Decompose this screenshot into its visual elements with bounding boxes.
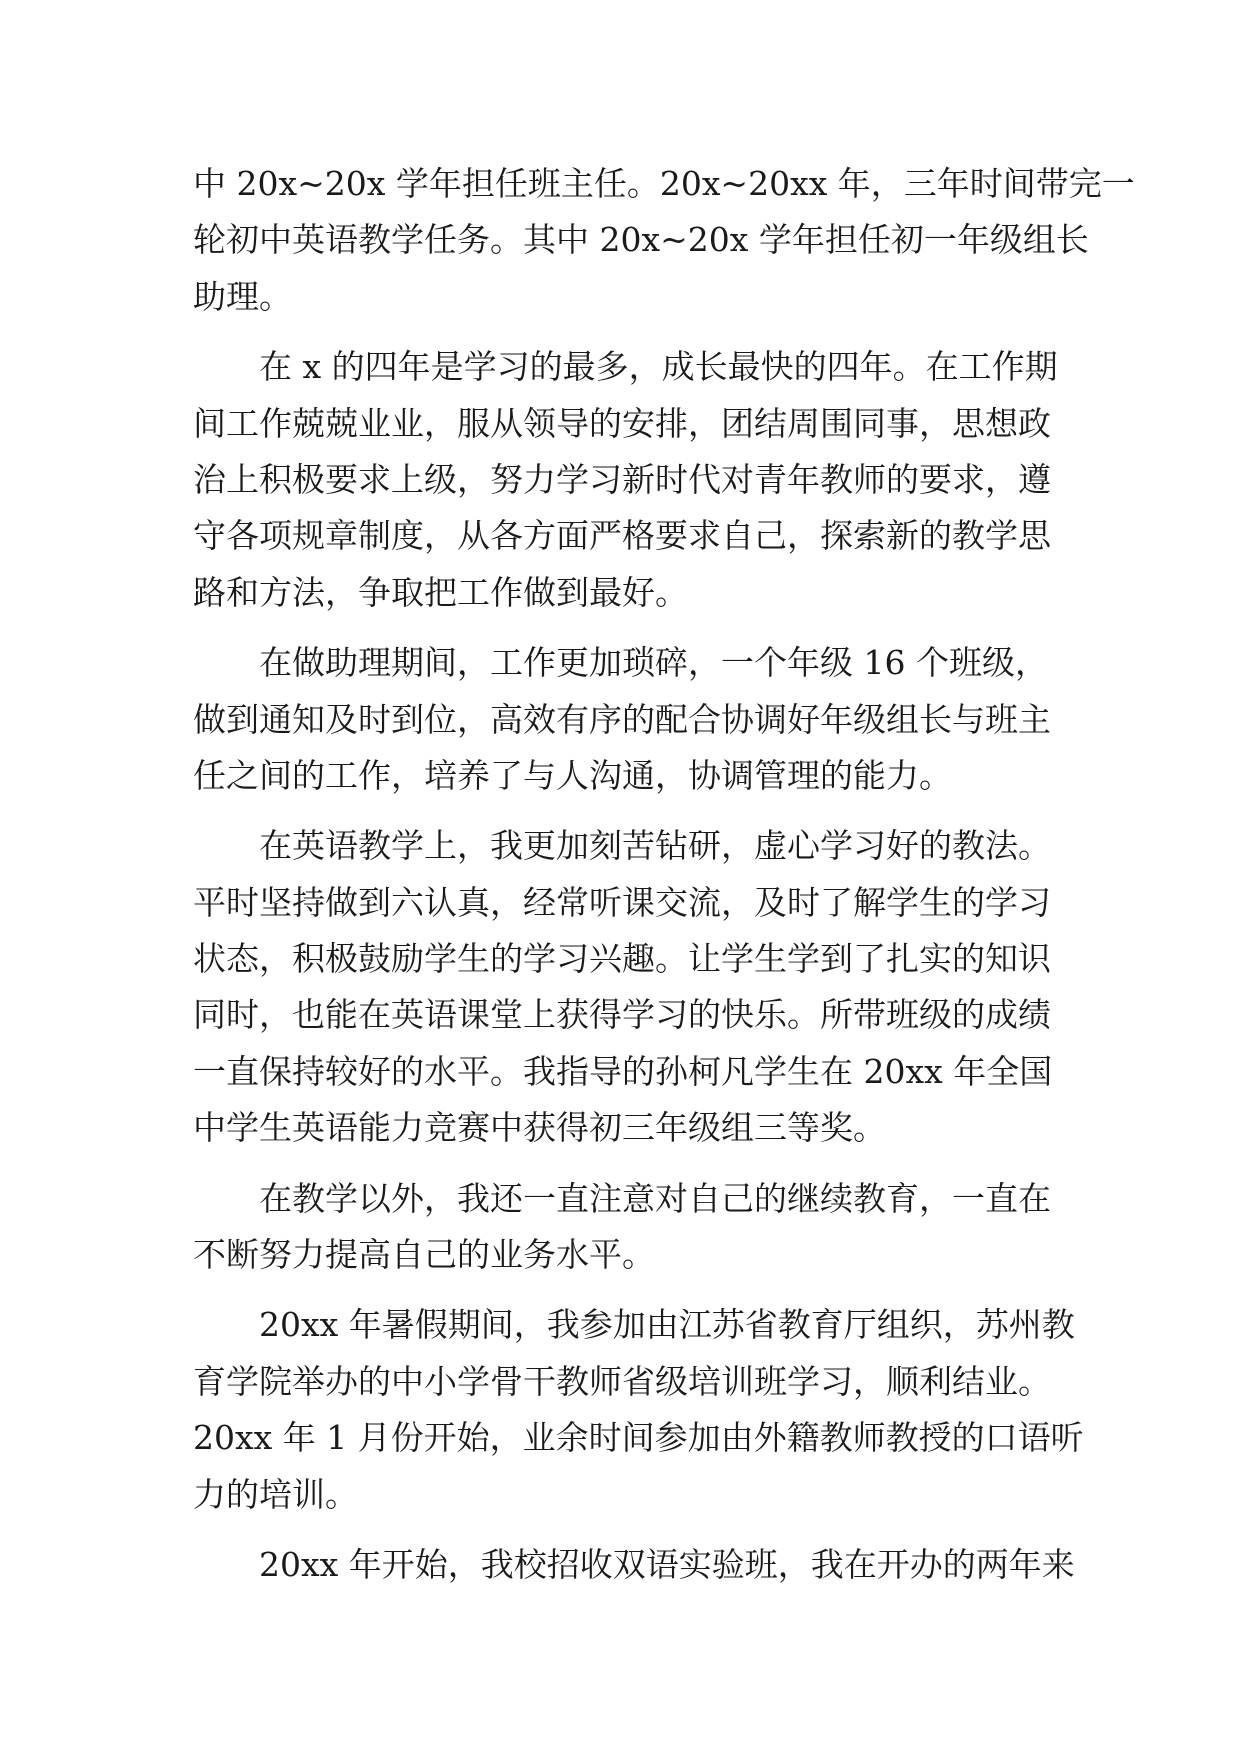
text-line: 间工作兢兢业业，服从领导的安排，团结周围同事，思想政 <box>193 403 1051 443</box>
text-line: 中学生英语能力竞赛中获得初三年级组三等奖。 <box>193 1108 886 1148</box>
text-line: 一直保持较好的水平。我指导的孙柯凡学生在 20xx 年全国 <box>193 1051 1053 1091</box>
text-line: 做到通知及时到位，高效有序的配合协调好年级组长与班主 <box>193 699 1051 739</box>
paragraph-first-line: 20xx 年暑假期间，我参加由江苏省教育厅组织，苏州教 <box>259 1305 1075 1345</box>
text-line: 育学院举办的中小学骨干教师省级培训班学习，顺利结业。 <box>193 1361 1051 1401</box>
body-text <box>193 156 1135 1593</box>
paragraph-first-line: 在英语教学上，我更加刻苦钻研，虚心学习好的教法。 <box>259 826 1051 866</box>
text-line: 轮初中英语教学任务。其中 20x~20x 学年担任初一年级组长 <box>193 220 1089 260</box>
text-line: 不断努力提高自己的业务水平。 <box>193 1235 655 1275</box>
text-line: 中 20x~20x 学年担任班主任。20x~20xx 年，三年时间带完一 <box>193 164 1135 203</box>
text-line: 20xx 年 1 月份开始，业余时间参加由外籍教师教授的口语听 <box>193 1418 1084 1458</box>
text-line: 路和方法，争取把工作做到最好。 <box>193 572 688 612</box>
text-line: 状态，积极鼓励学生的学习兴趣。让学生学到了扎实的知识 <box>193 939 1051 979</box>
text-line: 治上积极要求上级，努力学习新时代对青年教师的要求，遵 <box>193 459 1051 499</box>
paragraph-first-line: 20xx 年开始，我校招收双语实验班，我在开办的两年来 <box>259 1544 1075 1584</box>
text-line: 任之间的工作，培养了与人沟通，协调管理的能力。 <box>193 755 952 795</box>
paragraph-first-line: 在做助理期间，工作更加琐碎，一个年级 16 个班级， <box>259 643 1048 683</box>
text-line: 助理。 <box>193 276 292 316</box>
text-line: 同时，也能在英语课堂上获得学习的快乐。所带班级的成绩 <box>193 995 1051 1035</box>
text-line: 守各项规章制度，从各方面严格要求自己，探索新的教学思 <box>193 516 1051 556</box>
text-line: 力的培训。 <box>193 1474 358 1514</box>
paragraph-first-line: 在教学以外，我还一直注意对自己的继续教育，一直在 <box>259 1178 1051 1218</box>
text-line: 平时坚持做到六认真，经常听课交流，及时了解学生的学习 <box>193 882 1051 922</box>
paragraph-first-line: 在 x 的四年是学习的最多，成长最快的四年。在工作期 <box>259 347 1058 387</box>
